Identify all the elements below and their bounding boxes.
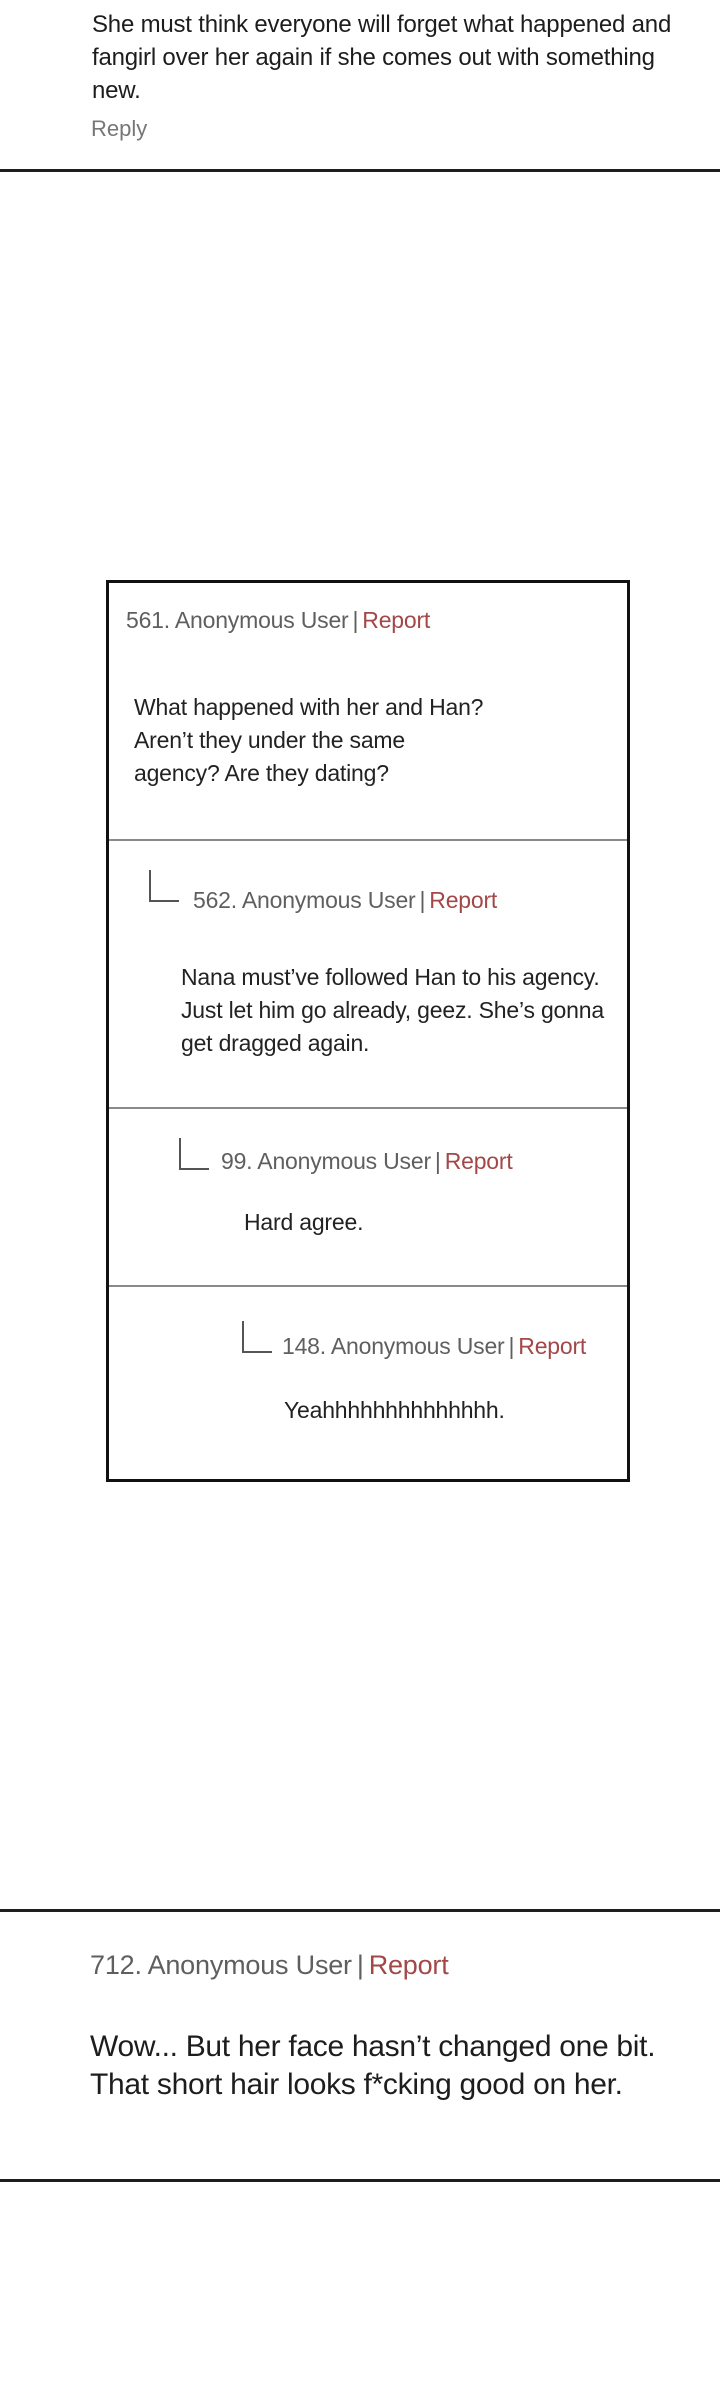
divider [0,2179,720,2182]
comment-body [134,691,483,790]
reply-arrow-icon [149,870,179,902]
report-link[interactable]: Report [429,887,498,913]
comment-line: Wow... But her face hasn’t changed one bit. [90,2030,656,2063]
top-comment-body [92,8,692,107]
report-link[interactable]: Report [368,1950,449,1980]
report-link[interactable]: Report [444,1148,513,1174]
comment-line: agency? Are they dating? [134,760,389,786]
comment-number: 99. [221,1148,253,1174]
top-comment-line-2: fangirl over her again if she comes out with something new. [92,44,655,104]
header-separator: | [356,1950,364,1980]
comment-line: Yeahhhhhhhhhhhhhh. [284,1397,505,1423]
comment-thread-box [106,580,630,1482]
comment-header [221,1148,513,1175]
divider [0,169,720,172]
header-separator: | [508,1333,515,1359]
comment-line: Just let him go already, geez. She’s gonna [181,997,604,1023]
comment-number: 562. [193,887,237,913]
comment-number: 712. [90,1950,142,1980]
comment-author: Anonymous User [147,1950,352,1980]
comment-header [282,1333,586,1360]
comment-separator [109,1107,627,1109]
comment-line: Hard agree. [244,1209,364,1235]
reply-link[interactable]: Reply [91,116,148,141]
report-link[interactable]: Report [362,607,431,633]
comment-author: Anonymous User [257,1148,431,1174]
comment-author: Anonymous User [174,607,349,633]
comment-line: Aren’t they under the same [134,727,405,753]
header-separator: | [352,607,359,633]
comment-header [193,887,497,914]
comment-separator [109,839,627,841]
comment-line: get dragged again. [181,1030,370,1056]
reply-arrow-icon [179,1138,209,1170]
top-comment-line-1: She must think everyone will forget what happened and [92,11,672,38]
report-link[interactable]: Report [518,1333,587,1359]
comment-number: 148. [282,1333,326,1359]
comment-line: Nana must’ve followed Han to his agency. [181,964,600,990]
header-separator: | [419,887,426,913]
comment-header [126,607,430,634]
reply-arrow-icon [242,1321,272,1353]
comment-body [284,1394,505,1427]
comment-author: Anonymous User [241,887,416,913]
comment-author: Anonymous User [330,1333,505,1359]
comment-body [90,2028,690,2104]
comment-separator [109,1285,627,1287]
comment-line: What happened with her and Han? [134,694,484,720]
comment-body [244,1206,363,1239]
comment-body [181,961,604,1060]
comment-line: That short hair looks f*cking good on her. [90,2068,623,2101]
divider [0,1909,720,1912]
comment-number: 561. [126,607,170,633]
comment-header [90,1950,449,1981]
header-separator: | [434,1148,441,1174]
